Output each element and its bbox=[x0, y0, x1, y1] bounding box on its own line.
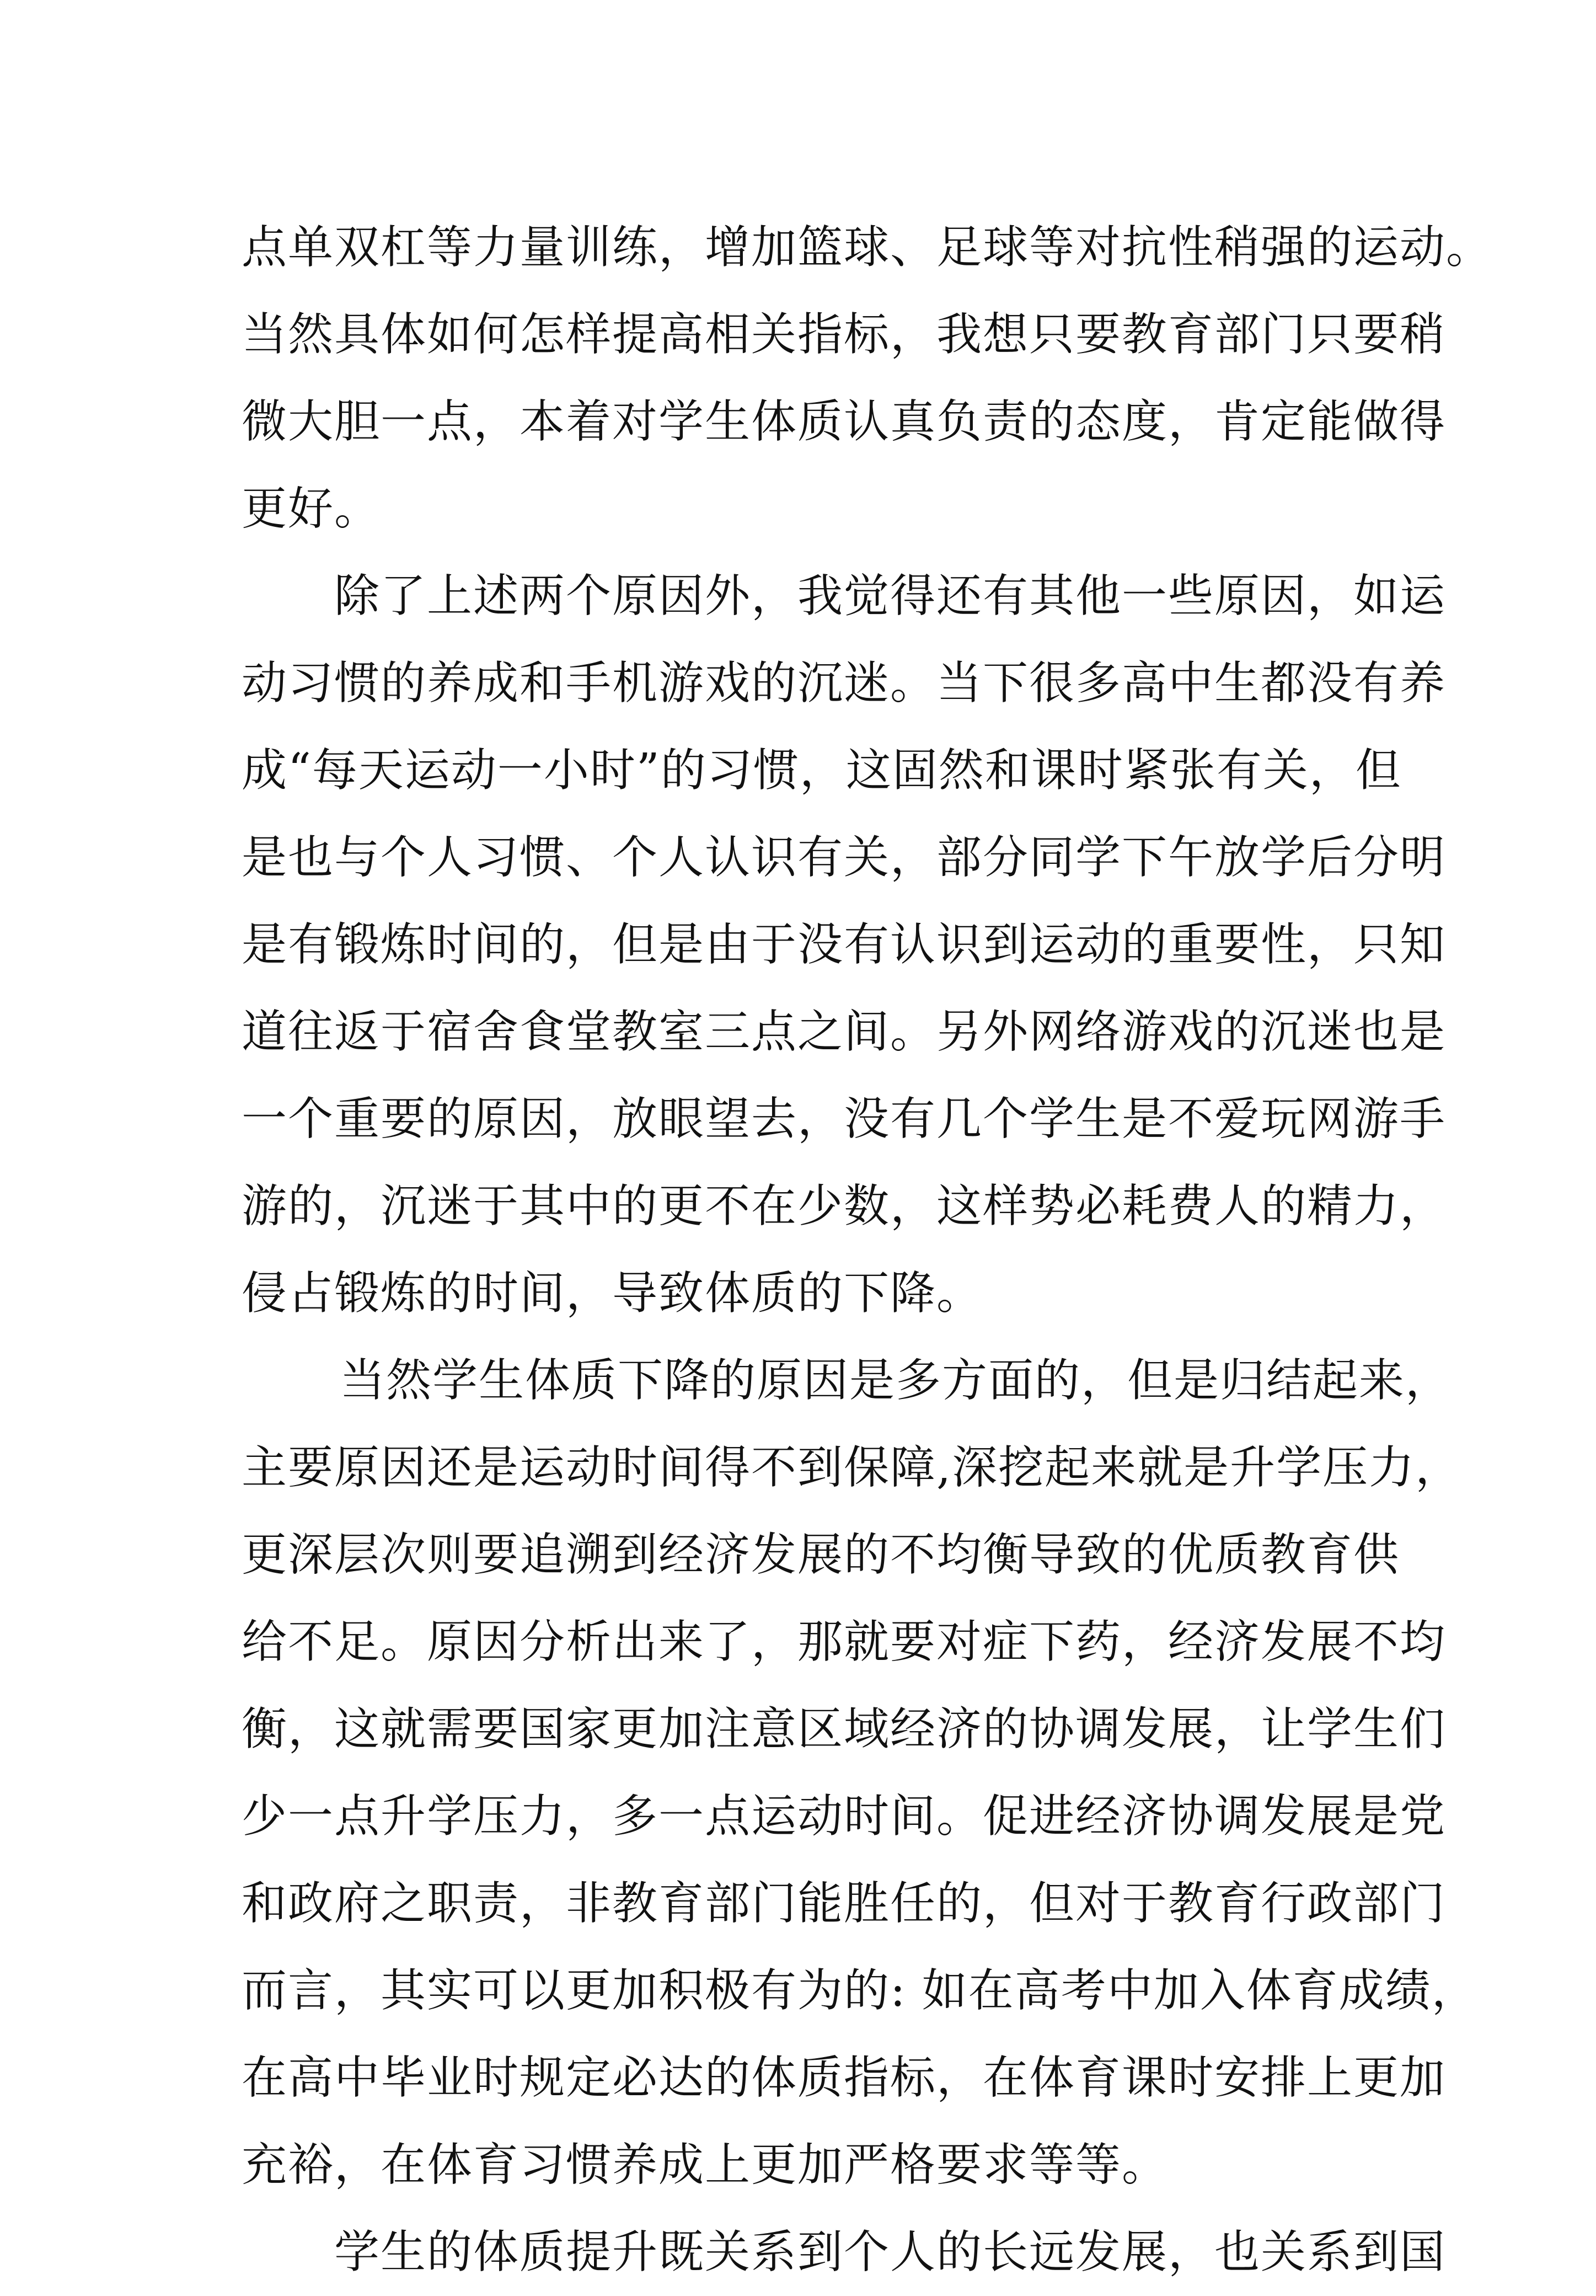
text-line: 充裕，在体育习惯养成上更加严格要求等等。 bbox=[242, 2139, 1169, 2191]
text-line: 给不足。原因分析出来了，那就要对症下药，经济发展不均 bbox=[242, 1616, 1447, 1668]
text-line: 衡，这就需要国家更加注意区域经济的协调发展，让学生们 bbox=[242, 1703, 1447, 1755]
paragraph-first-line: 除了上述两个原因外，我觉得还有其他一些原因，如运 bbox=[334, 570, 1447, 622]
text-line: 是有锻炼时间的，但是由于没有认识到运动的重要性，只知 bbox=[242, 919, 1447, 971]
text-line: 而言，其实可以更加积极有为的: 如在高考中加入体育成绩， bbox=[242, 1964, 1478, 2017]
text-line: 成“每天运动一小时”的习惯，这固然和课时紧张有关，但 bbox=[242, 744, 1402, 797]
paragraph-first-line: 当然学生体质下降的原因是多方面的，但是归结起来， bbox=[340, 1354, 1452, 1407]
text-line: 在高中毕业时规定必达的体质指标，在体育课时安排上更加 bbox=[242, 2052, 1447, 2104]
body-text bbox=[242, 204, 1493, 2296]
text-line: 点单双杠等力量训练，增加篮球、足球等对抗性稍强的运动。 bbox=[242, 221, 1493, 274]
text-line: 主要原因还是运动时间得不到保障,深挖起来就是升学压力， bbox=[242, 1441, 1462, 1494]
text-line: 道往返于宿舍食堂教室三点之间。另外网络游戏的沉迷也是 bbox=[242, 1006, 1447, 1058]
text-line: 微大胆一点，本着对学生体质认真负责的态度，肯定能做得 bbox=[242, 396, 1447, 448]
text-line: 和政府之职责，非教育部门能胜任的，但对于教育行政部门 bbox=[242, 1877, 1447, 1930]
text-line: 一个重要的原因，放眼望去，没有几个学生是不爱玩网游手 bbox=[242, 1093, 1447, 1145]
text-line: 游的，沉迷于其中的更不在少数，这样势必耗费人的精力， bbox=[242, 1180, 1447, 1232]
text-line: 当然具体如何怎样提高相关指标，我想只要教育部门只要稍 bbox=[242, 308, 1447, 361]
text-line: 动习惯的养成和手机游戏的沉迷。当下很多高中生都没有养 bbox=[242, 657, 1447, 709]
text-line: 更好。 bbox=[242, 483, 381, 535]
paragraph-first-line: 学生的体质提升既关系到个人的长远发展，也关系到国 bbox=[334, 2226, 1447, 2278]
text-line: 少一点升学压力，多一点运动时间。促进经济协调发展是党 bbox=[242, 1790, 1447, 1843]
text-line: 是也与个人习惯、个人认识有关，部分同学下午放学后分明 bbox=[242, 831, 1447, 884]
text-line: 侵占锻炼的时间，导致体质的下降。 bbox=[242, 1267, 983, 1320]
text-line: 更深层次则要追溯到经济发展的不均衡导致的优质教育供 bbox=[242, 1529, 1400, 1581]
